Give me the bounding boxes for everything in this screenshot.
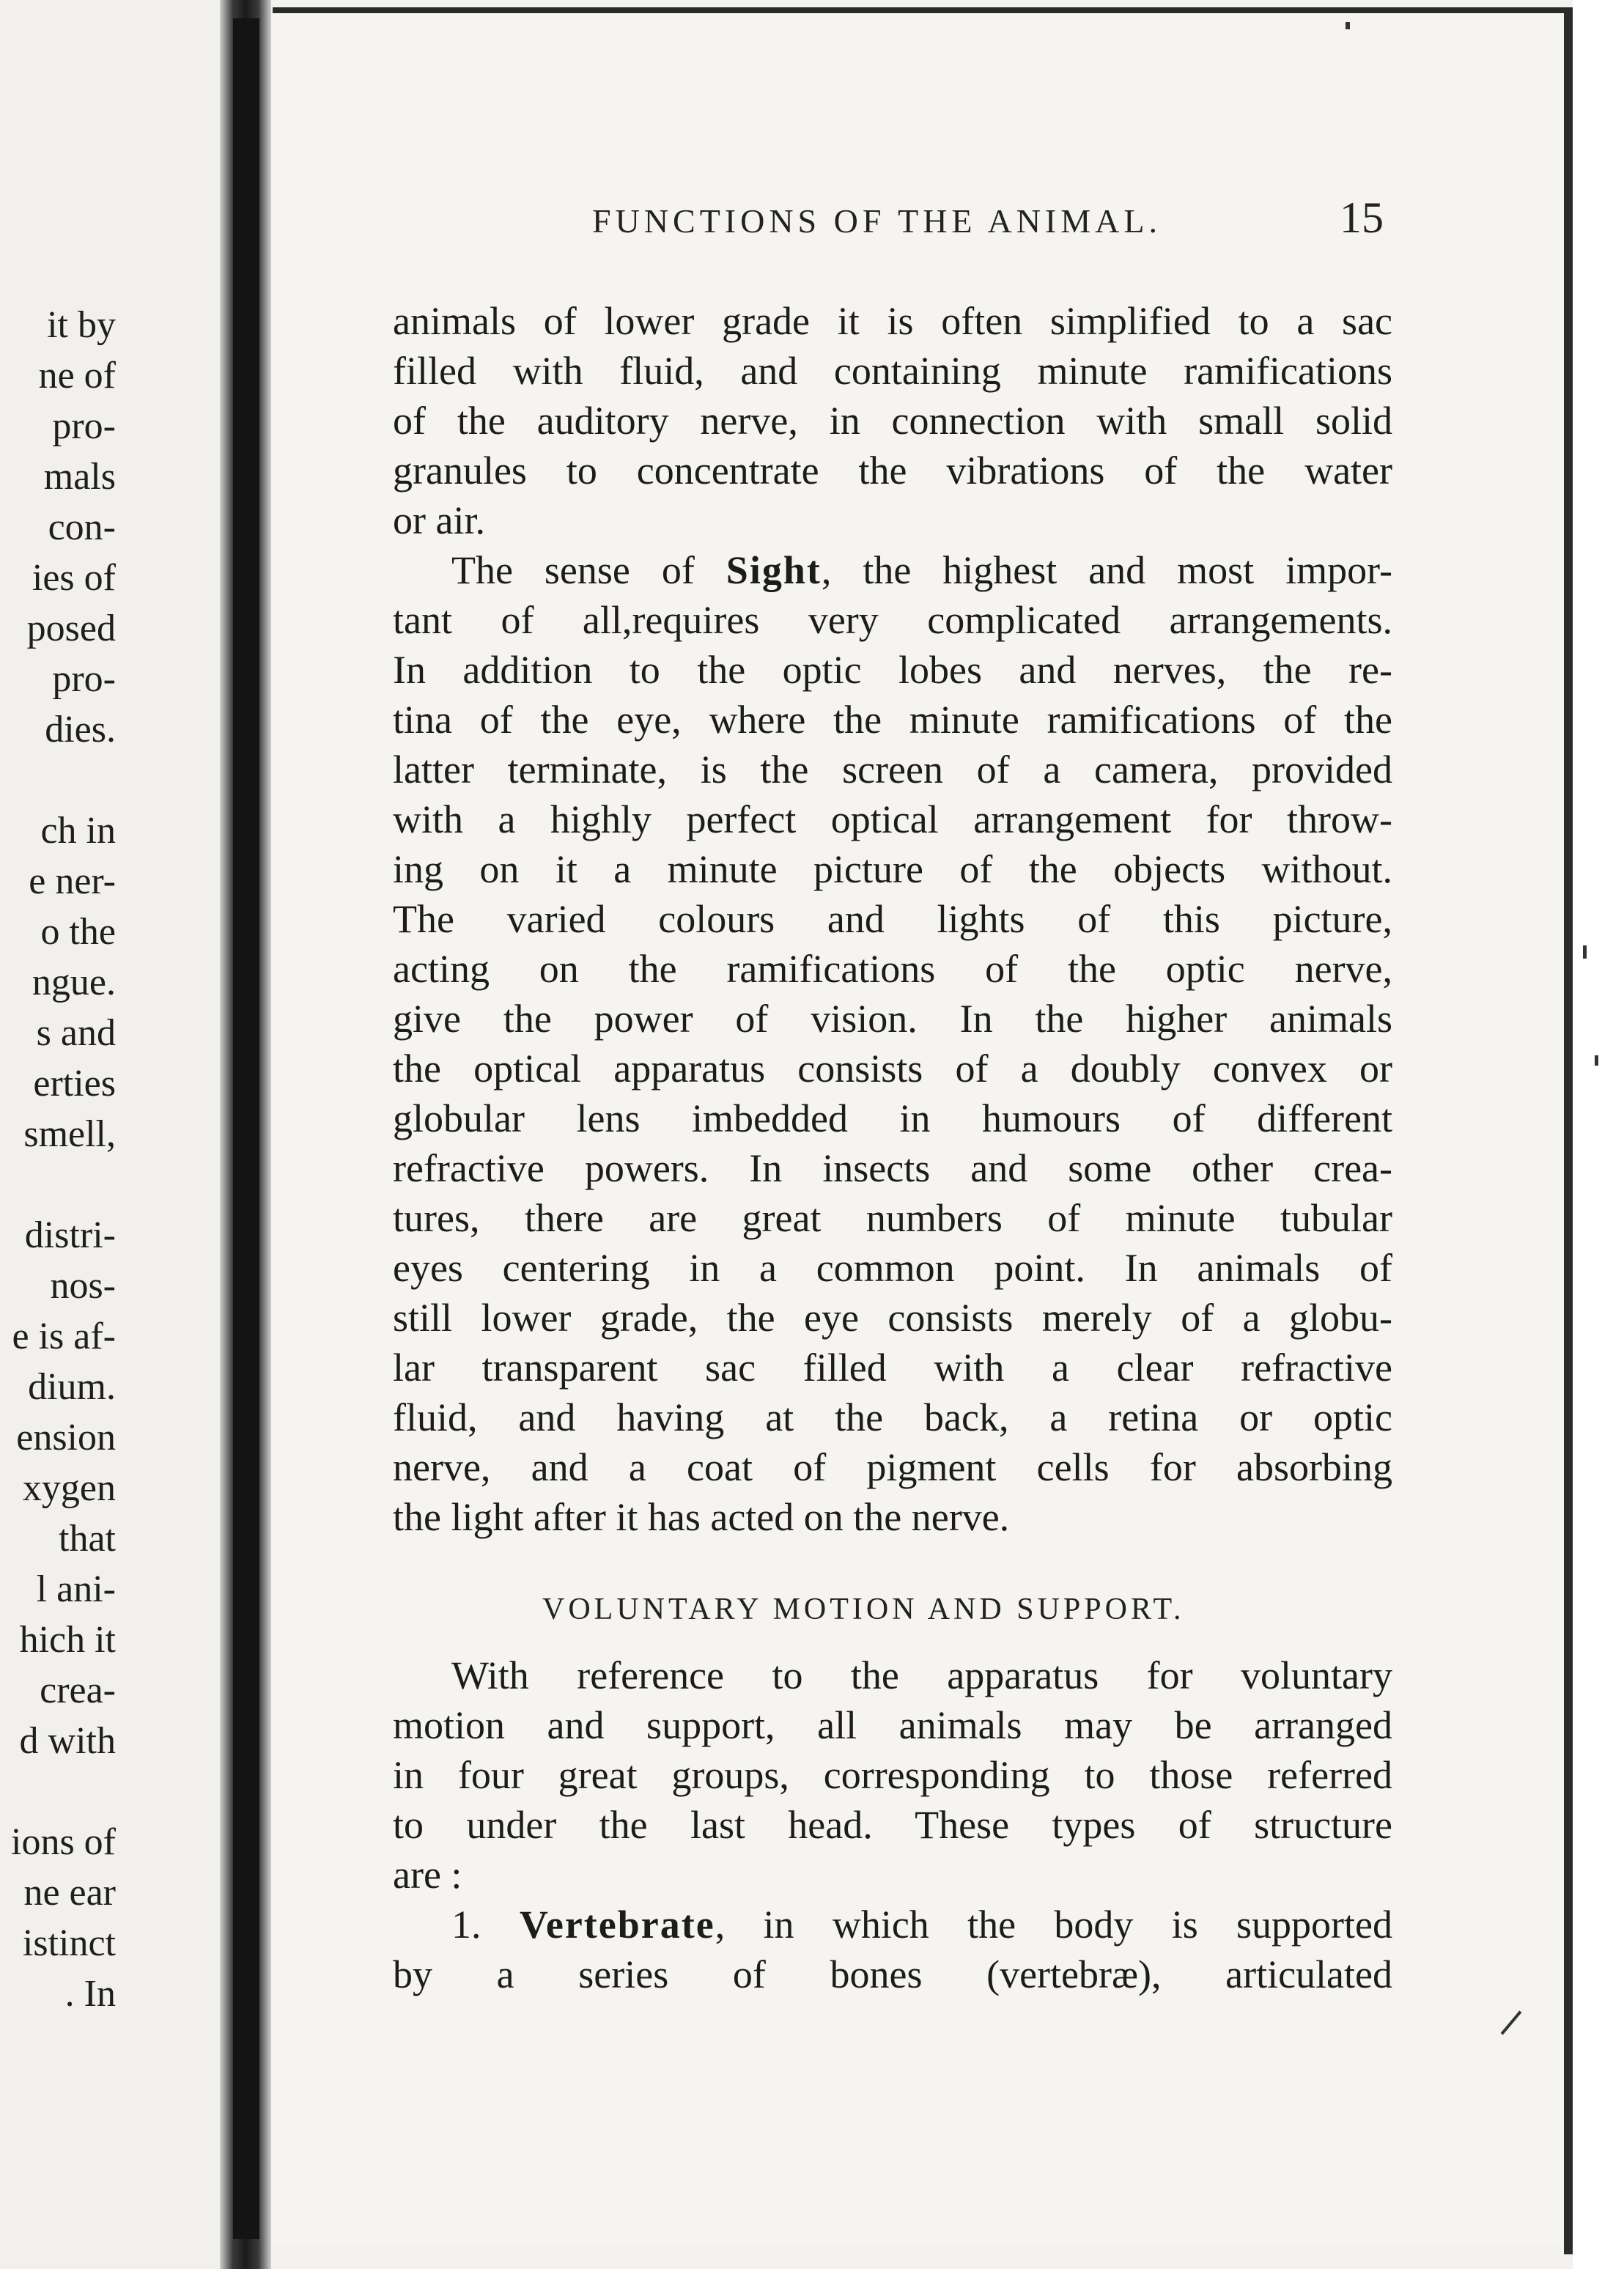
left-page-fragment: e ner- bbox=[29, 860, 116, 902]
text-line: globular lens imbedded in humours of different bbox=[393, 1096, 1392, 1140]
text-line: nerve, and a coat of pigment cells for absorbing bbox=[393, 1445, 1392, 1489]
left-page-fragment: crea- bbox=[40, 1670, 116, 1711]
left-page-fragment: pro- bbox=[52, 658, 116, 700]
left-page-fragment: s and bbox=[36, 1012, 116, 1054]
left-page-fragment: posed bbox=[26, 608, 116, 649]
text-run: , in which the body is supported bbox=[715, 1903, 1392, 1947]
text-line: acting on the ramifications of the optic nerve, bbox=[393, 947, 1392, 991]
sight-term: Sight bbox=[726, 548, 822, 592]
paragraph-voluntary-motion bbox=[393, 1650, 1392, 1900]
paragraph-sight-lines bbox=[393, 595, 1392, 1542]
left-page-fragment: ension bbox=[16, 1417, 116, 1458]
text-line: to under the last head. These types of structure bbox=[393, 1803, 1392, 1847]
scan-speck bbox=[1595, 1055, 1598, 1066]
paragraph-auditory bbox=[393, 296, 1392, 545]
left-page-fragment: con- bbox=[48, 506, 116, 548]
text-line bbox=[393, 1900, 1392, 1949]
text-line: the optical apparatus consists of a doubly convex or bbox=[393, 1047, 1392, 1091]
paragraph-vertebrate bbox=[393, 1900, 1392, 1999]
left-page-fragment: ions of bbox=[11, 1821, 116, 1863]
left-page-fragment: e is af- bbox=[12, 1316, 116, 1357]
scan-speck bbox=[1346, 22, 1350, 29]
text-line: with a highly perfect optical arrangement for throw- bbox=[393, 797, 1392, 841]
text-line: eyes centering in a common point. In animals of bbox=[393, 1246, 1392, 1290]
left-page-fragment: it by bbox=[47, 304, 116, 346]
left-page-fragment: d with bbox=[19, 1720, 116, 1762]
text-line: lar transparent sac filled with a clear refractive bbox=[393, 1346, 1392, 1390]
left-page-fragment: ies of bbox=[32, 557, 116, 599]
text-line: refractive powers. In insects and some other crea- bbox=[393, 1146, 1392, 1190]
text-line: the light after it has acted on the nerve. bbox=[393, 1495, 1010, 1539]
text-line: With reference to the apparatus for voluntary bbox=[451, 1653, 1392, 1697]
text-line: tures, there are great numbers of minute tubular bbox=[393, 1196, 1392, 1240]
text-line: ing on it a minute picture of the objects without. bbox=[393, 847, 1392, 891]
text-line: granules to concentrate the vibrations of the water bbox=[393, 449, 1392, 492]
left-page-fragment: . In bbox=[64, 1973, 116, 2015]
text-line: In addition to the optic lobes and nerves, the re- bbox=[393, 648, 1392, 692]
left-page-fragment: istinct bbox=[22, 1922, 116, 1964]
book-binding-strip bbox=[233, 18, 259, 2239]
left-page-fragment: ch in bbox=[40, 810, 116, 852]
text-line: by a series of bones (vertebræ), articulated bbox=[393, 1952, 1392, 1996]
left-page-fragment: dium. bbox=[28, 1366, 116, 1408]
scan-speck bbox=[1583, 945, 1587, 959]
left-page-fragment: smell, bbox=[23, 1113, 116, 1155]
left-page-fragment: hich it bbox=[19, 1619, 116, 1661]
left-page-fragment: ngue. bbox=[32, 962, 116, 1003]
body-text bbox=[393, 296, 1392, 1542]
text-line: tina of the eye, where the minute ramifications of the bbox=[393, 698, 1392, 742]
page-right-edge bbox=[1564, 7, 1573, 2254]
left-page-fragment: that bbox=[59, 1518, 116, 1560]
left-page-fragment: pro- bbox=[52, 405, 116, 447]
left-page-fragment: ne of bbox=[38, 355, 116, 396]
text-line: in four great groups, corresponding to those referred bbox=[393, 1753, 1392, 1797]
left-page-fragment: nos- bbox=[50, 1265, 116, 1307]
text-line: or air. bbox=[393, 498, 485, 542]
text-line: of the auditory nerve, in connection with small solid bbox=[393, 399, 1392, 443]
left-page-fragment: o the bbox=[40, 911, 116, 953]
running-head: FUNCTIONS OF THE ANIMAL. bbox=[592, 202, 1162, 240]
left-page-fragment: xygen bbox=[22, 1467, 116, 1509]
text-line: The varied colours and lights of this picture, bbox=[393, 897, 1392, 941]
text-line: latter terminate, is the screen of a camera, provided bbox=[393, 748, 1392, 792]
page-number: 15 bbox=[1340, 193, 1384, 242]
text-line: motion and support, all animals may be arranged bbox=[393, 1703, 1392, 1747]
left-page-fragment: l ani- bbox=[36, 1568, 116, 1610]
paragraph-vertebrate-lines bbox=[393, 1949, 1392, 1999]
vertebrate-term: Vertebrate bbox=[519, 1903, 715, 1947]
text-line: still lower grade, the eye consists merely of a globu- bbox=[393, 1296, 1392, 1340]
left-facing-page bbox=[0, 0, 233, 2269]
left-page-fragment: distri- bbox=[24, 1214, 116, 1256]
text-line: tant of all,requires very complicated arrangements. bbox=[393, 598, 1392, 642]
left-page-fragment: ne ear bbox=[23, 1872, 116, 1914]
left-page-fragment: erties bbox=[33, 1063, 116, 1104]
scan-right-margin bbox=[1573, 0, 1624, 2269]
section-heading: VOLUNTARY MOTION AND SUPPORT. bbox=[542, 1593, 1185, 1626]
left-page-fragment: dies. bbox=[45, 709, 116, 750]
text-line: are : bbox=[393, 1853, 462, 1897]
text-line: animals of lower grade it is often simplified to a sac bbox=[393, 299, 1392, 343]
left-page-fragment: mals bbox=[43, 456, 116, 498]
body-text-continued bbox=[393, 1650, 1392, 1999]
text-line bbox=[393, 545, 1392, 595]
text-run: The sense of bbox=[451, 548, 726, 592]
paragraph-sight bbox=[393, 545, 1392, 1542]
text-line: give the power of vision. In the higher animals bbox=[393, 997, 1392, 1041]
text-run: , the highest and most impor- bbox=[821, 548, 1392, 592]
list-number: 1. bbox=[451, 1903, 520, 1947]
text-line: filled with fluid, and containing minute ramifications bbox=[393, 349, 1392, 393]
page-top-edge bbox=[273, 7, 1564, 13]
text-line: fluid, and having at the back, a retina or optic bbox=[393, 1395, 1392, 1439]
